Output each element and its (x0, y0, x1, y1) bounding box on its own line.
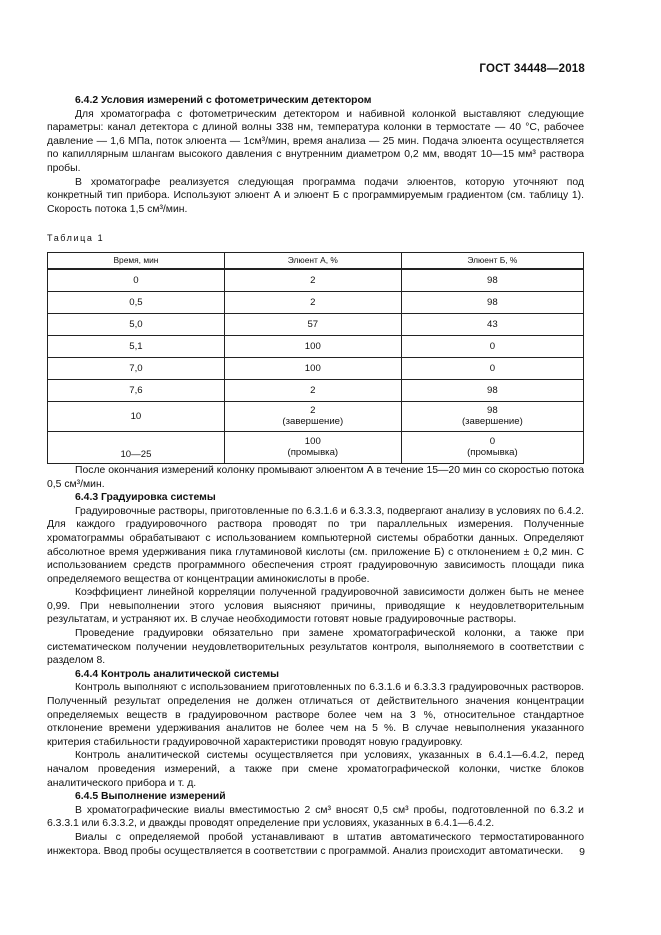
document-id: ГОСТ 34448—2018 (479, 63, 585, 75)
table-row (48, 313, 584, 335)
cell-eluent-b: 98 (401, 291, 583, 313)
cell-eluent-b: 43 (401, 313, 583, 335)
section-heading-6-4-5: 6.4.5 Выполнение измерений (75, 791, 226, 803)
paragraph: Градуировочные растворы, приготовленные по 6.3.1.6 и 6.3.3.3, подвергают анализу в условиях по 6.4.2. Для каждого градуировочного раствора проводят по три параллельных измерения. Полученные хроматограммы обрабатывают с использованием компьютерной системы обработки данных. Определяют абсолютное время удерживания пика глутаминовой кислоты (см. приложение Б) с отклонением ± 0,2 мин. С использованием средств программного обеспечения строят градуировочную зависимость площади пика определяемого вещества от концентрации аминокислоты в пробе. (47, 505, 584, 585)
paragraph: Контроль выполняют с использованием приготовленных по 6.3.1.6 и 6.3.3.3 градуировочных растворов. Полученный результат определения не должен отличаться от действительного значения концентрации определяемых веществ в градуировочном растворе более чем на 3 %, относительное стандартное отклонение времени удерживания аналитов не более чем на 5 %. В случае невыполнения указанного критерия стабильности градуировочной характеристики проводят новую градуировку. (47, 682, 584, 748)
cell-eluent-a: 2 (224, 379, 401, 401)
cell-eluent-a (224, 401, 401, 431)
cell-eluent-b (401, 431, 583, 463)
cell-time: 10 (48, 401, 225, 431)
paragraph: Виалы с определяемой пробой устанавливают в штатив автоматического термостатированного инжектора. Ввод пробы осуществляется в соответствии с программой. Анализ происходит автоматически. (47, 831, 584, 857)
cell-time: 10—25 (48, 431, 225, 463)
cell-time: 7,6 (48, 379, 225, 401)
column-header-eluent-a: Элюент А, % (224, 252, 401, 269)
cell-eluent-b: 0 (401, 357, 583, 379)
paragraph: В хроматографе реализуется следующая программа подачи элюентов, которую уточняют под конкретный тип прибора. Используют элюент А и элюент Б с программируемым градиентом (см. таблицу 1). Скорость потока 1,5 см³/мин. (47, 176, 584, 215)
table-header-row (48, 252, 584, 269)
cell-note: (завершение) (282, 416, 344, 428)
cell-value: 100 (304, 435, 321, 447)
cell-eluent-b: 0 (401, 335, 583, 357)
cell-eluent-a: 2 (224, 291, 401, 313)
paragraph: Контроль аналитической системы осуществляется при условиях, указанных в 6.4.1—6.4.2, перед началом проведения измерений, а также при смене хроматографической колонки, чистке блоков аналитического прибора и т. д. (47, 750, 584, 789)
cell-time: 5,1 (48, 335, 225, 357)
paragraph: Для хроматографа с фотометрическим детектором и набивной колонкой выставляют следующие параметры: канал детектора с длиной волны 338 нм, температура колонки в термостате — 40 °С, рабочее давление — 1,6 МПа, поток элюента — 1см³/мин, время анализа — 25 мин. Подача элюента осуществляется по капиллярным шлангам высокого давления с внутренним диаметром 0,2 мм, вводят 10—15 мм³ раствора пробы. (47, 108, 584, 174)
cell-time: 0 (48, 269, 225, 292)
gradient-table (47, 252, 584, 464)
cell-value: 2 (310, 404, 316, 416)
section-heading-6-4-2: 6.4.2 Условия измерений с фотометрическим детектором (75, 95, 372, 106)
column-header-eluent-b: Элюент Б, % (401, 252, 583, 269)
cell-eluent-b (401, 401, 583, 431)
cell-eluent-a: 100 (224, 357, 401, 379)
cell-note: (завершение) (461, 416, 523, 428)
paragraph: В хроматографические виалы вместимостью 2 см³ вносят 0,5 см³ пробы, подготовленной по 6.3.2 и 6.3.3.1 или 6.3.3.2, и дважды проводят определение при условиях, указанных в 6.4.1—6.4.2. (47, 804, 584, 830)
table-row (48, 401, 584, 431)
table-row (48, 357, 584, 379)
table-caption: Таблица 1 (47, 233, 105, 244)
table-row (48, 269, 584, 292)
table-row (48, 335, 584, 357)
cell-time: 5,0 (48, 313, 225, 335)
table-row (48, 291, 584, 313)
cell-note: (промывка) (287, 447, 339, 459)
cell-eluent-a: 100 (224, 335, 401, 357)
column-header-time: Время, мин (48, 252, 225, 269)
page-number: 9 (579, 846, 585, 858)
table-row (48, 431, 584, 463)
section-heading-6-4-4: 6.4.4 Контроль аналитической системы (75, 668, 280, 680)
paragraph: После окончания измерений колонку промывают элюентом А в течение 15—20 мин со скоростью потока 0,5 см³/мин. (47, 464, 584, 490)
cell-time: 0,5 (48, 291, 225, 313)
cell-value: 98 (487, 404, 498, 416)
cell-value: 0 (489, 435, 496, 447)
cell-note: (промывка) (467, 447, 518, 459)
cell-eluent-b: 98 (401, 379, 583, 401)
paragraph: Коэффициент линейной корреляции полученной градуировочной зависимости должен быть не менее 0,99. При невыполнении этого условия выясняют причины, приводящие к неудовлетворительным результатам, и устраняют их. В случае необходимости готовят новые градуировочные растворы. (47, 587, 584, 626)
section-heading-6-4-3: 6.4.3 Градуировка системы (75, 492, 216, 504)
cell-eluent-b: 98 (401, 269, 583, 292)
paragraph: Проведение градуировки обязательно при замене хроматографической колонки, а также при систематическом получении неудовлетворительных результатов контроля, выполняемого в соответствии с разделом 8. (47, 628, 584, 667)
cell-time: 7,0 (48, 357, 225, 379)
page-content (47, 94, 584, 858)
cell-eluent-a: 57 (224, 313, 401, 335)
table-row (48, 379, 584, 401)
cell-eluent-a (224, 431, 401, 463)
cell-eluent-a: 2 (224, 269, 401, 292)
